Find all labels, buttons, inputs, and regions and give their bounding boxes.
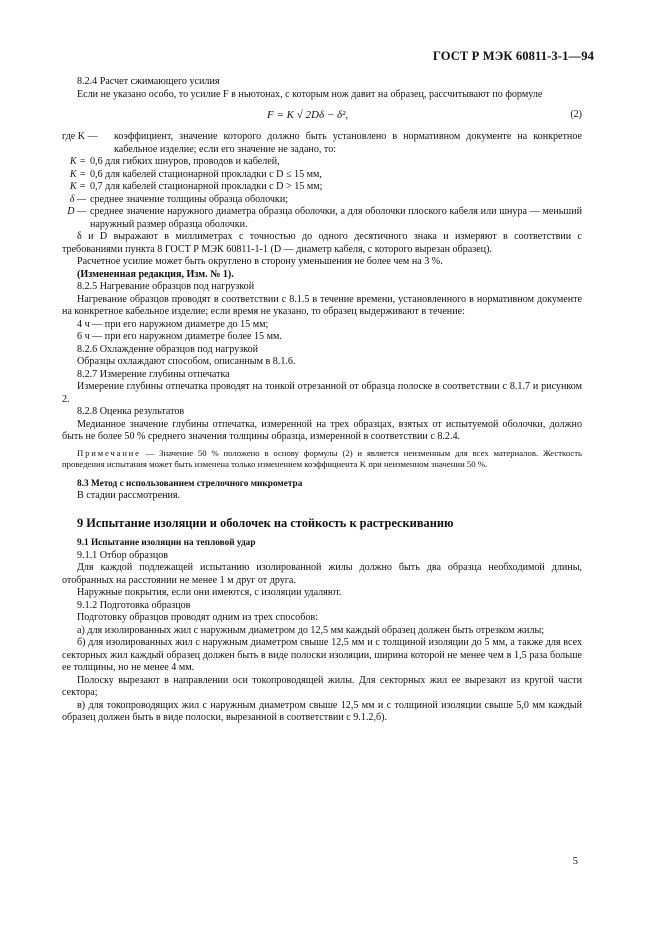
section-9-heading: 9 Испытание изоляции и оболочек на стойкость к растрескиванию	[77, 515, 454, 530]
section-8-2-7-heading: 8.2.7 Измерение глубины отпечатка	[77, 368, 230, 380]
spacer	[62, 503, 582, 517]
definition-item	[62, 194, 582, 207]
page-number: 5	[572, 856, 578, 867]
page-content	[62, 76, 582, 725]
section-9-1-1-heading: 9.1.1 Отбор образцов	[77, 549, 169, 561]
section-8-3-para: В стадии рассмотрения.	[77, 490, 181, 501]
where-text: коэффициент, значение которого должно быть установлено в нормативном документе на конкретное кабельное изделие; если его значение не задано, то:	[114, 131, 582, 155]
section-9-1-2-heading: 9.1.2 Подготовка образцов	[77, 599, 191, 611]
note-text: — Значение 50 % положено в основу формулы (2) и является неизменным для всех материалов. Жесткость проведения испытания может быть изменена только изменением коэффициента K при неизменном значении 50 %.	[62, 447, 582, 469]
section-8-2-4-para-2: Расчетное усилие может быть округлено в сторону уменьшения не более чем на 3 %.	[77, 256, 443, 267]
definition-text: 0,6 для гибких шнуров, проводов и кабелей,	[90, 156, 280, 167]
section-8-3-heading: 8.3 Метод с использованием стрелочного микрометра	[77, 478, 303, 489]
spacer	[62, 470, 582, 478]
section-8-2-6-heading: 8.2.6 Охлаждение образцов под нагрузкой	[77, 343, 259, 355]
edition-note: (Измененная редакция, Изм. № 1).	[77, 268, 234, 280]
definition-symbol: K =	[69, 181, 86, 192]
section-9-1-2-item-a: а) для изолированных жил с наружным диаметром до 12,5 мм каждый образец должен быть отрезком жилы;	[77, 624, 545, 636]
section-8-2-4-para-1: δ и D выражают в миллиметрах с точностью до одного десятичного знака и измеряют в соответствии с требованиями пункта 8 ГОСТ Р МЭК 60811-1-1 (D — диаметр кабеля, с которого вырезан образец).	[62, 231, 582, 255]
definition-item	[62, 206, 582, 231]
section-8-2-4-heading: 8.2.4 Расчет сжимающего усилия	[77, 76, 220, 87]
section-9-1-heading: 9.1 Испытание изоляции на тепловой удар	[77, 538, 256, 548]
section-8-2-8-para: Медианное значение глубины отпечатка, измеренной на трех образцах, взятых от испытуемой оболочки, должно быть не более 50 % среднего значения толщины образца, измеренной в соответствии с 8.2.4.	[62, 418, 582, 442]
section-9-1-2-para-2: Полоску вырезают в направлении оси токопроводящей жилы. Для секторных жил ее вырезают из кругой части сектора;	[62, 674, 582, 698]
where-clause	[62, 131, 582, 156]
section-8-2-6-para: Образцы охлаждают способом, описанным в 8.1.6.	[77, 356, 296, 367]
section-9-1-2-item-c: в) для токопроводящих жил с наружным диаметром свыше 12,5 мм и с толщиной изоляции свыше 5,0 мм каждый образец должен быть в виде полоски, вырезанной в соответствии с 9.1.2,б).	[62, 699, 582, 723]
section-8-2-5-item-2: 6 ч — при его наружном диаметре более 15 мм.	[77, 331, 282, 342]
note-label: Примечание	[77, 447, 141, 458]
definition-item	[62, 181, 582, 194]
formula-block	[62, 103, 582, 129]
definition-symbol: K =	[69, 168, 86, 180]
section-8-2-5-para: Нагревание образцов проводят в соответствии с 8.1.5 в течение времени, установленного в нормативном документе на конкретное кабельное изделие; если время не указано, то образец выдерживают в течение:	[62, 293, 582, 317]
standard-header: ГОСТ Р МЭК 60811-3-1—94	[432, 49, 594, 63]
section-9-1-1-para-2: Наружные покрытия, если они имеются, с изоляции удаляют.	[77, 587, 342, 598]
section-8-2-5-item-1: 4 ч — при его наружном диаметре до 15 мм;	[77, 318, 269, 330]
formula-number: (2)	[570, 109, 582, 120]
section-9-1-1-para-1: Для каждой подлежащей испытанию изолированной жилы должно быть два образца необходимой длины, отобранных на расстоянии не менее 1 м друг от друга.	[62, 562, 582, 586]
where-label: где K —	[62, 131, 98, 142]
definition-text: среднее значение толщины образца оболочки;	[90, 193, 289, 205]
section-8-2-7-para: Измерение глубины отпечатка проводят на тонкой отрезанной от образца полоске в соответствии с 8.1.7 и рисунком 2.	[62, 381, 582, 405]
definition-symbol: D —	[67, 206, 86, 217]
definition-symbol: K =	[69, 156, 86, 167]
note-paragraph	[62, 448, 582, 470]
section-9-1-2-item-b: б) для изолированных жил с наружным диаметром свыше 12,5 мм и с толщиной изоляции до 5 мм, а также для всех секторных жил каждый образец должен быть в виде полоски изоляции, ширина которой не менее чем в 1,5 раза больше ее толщины, но не менее 4 мм.	[62, 637, 582, 673]
force-formula: F = K √ 2Dδ − δ²,	[267, 109, 349, 121]
definition-item	[62, 156, 582, 169]
section-8-2-5-heading: 8.2.5 Нагревание образцов под нагрузкой	[77, 281, 255, 292]
section-8-2-4-intro: Если не указано особо, то усилие F в ньютонах, с которым нож давит на образец, рассчитывают по формуле	[77, 88, 543, 100]
definition-text: среднее значение наружного диаметра образца оболочки, а для оболочки плоского кабеля или шнура — меньший наружный размер образца оболочки.	[90, 206, 582, 230]
section-9-1-2-para-1: Подготовку образцов проводят одним из трех способов:	[77, 612, 318, 623]
definition-text: 0,6 для кабелей стационарной прокладки с D ≤ 15 мм,	[90, 168, 322, 180]
section-8-2-8-heading: 8.2.8 Оценка результатов	[77, 406, 185, 417]
definition-symbol: δ —	[69, 193, 86, 205]
definition-list	[62, 156, 582, 231]
definition-item	[62, 169, 582, 182]
definition-text: 0,7 для кабелей стационарной прокладки с D > 15 мм;	[90, 181, 323, 192]
